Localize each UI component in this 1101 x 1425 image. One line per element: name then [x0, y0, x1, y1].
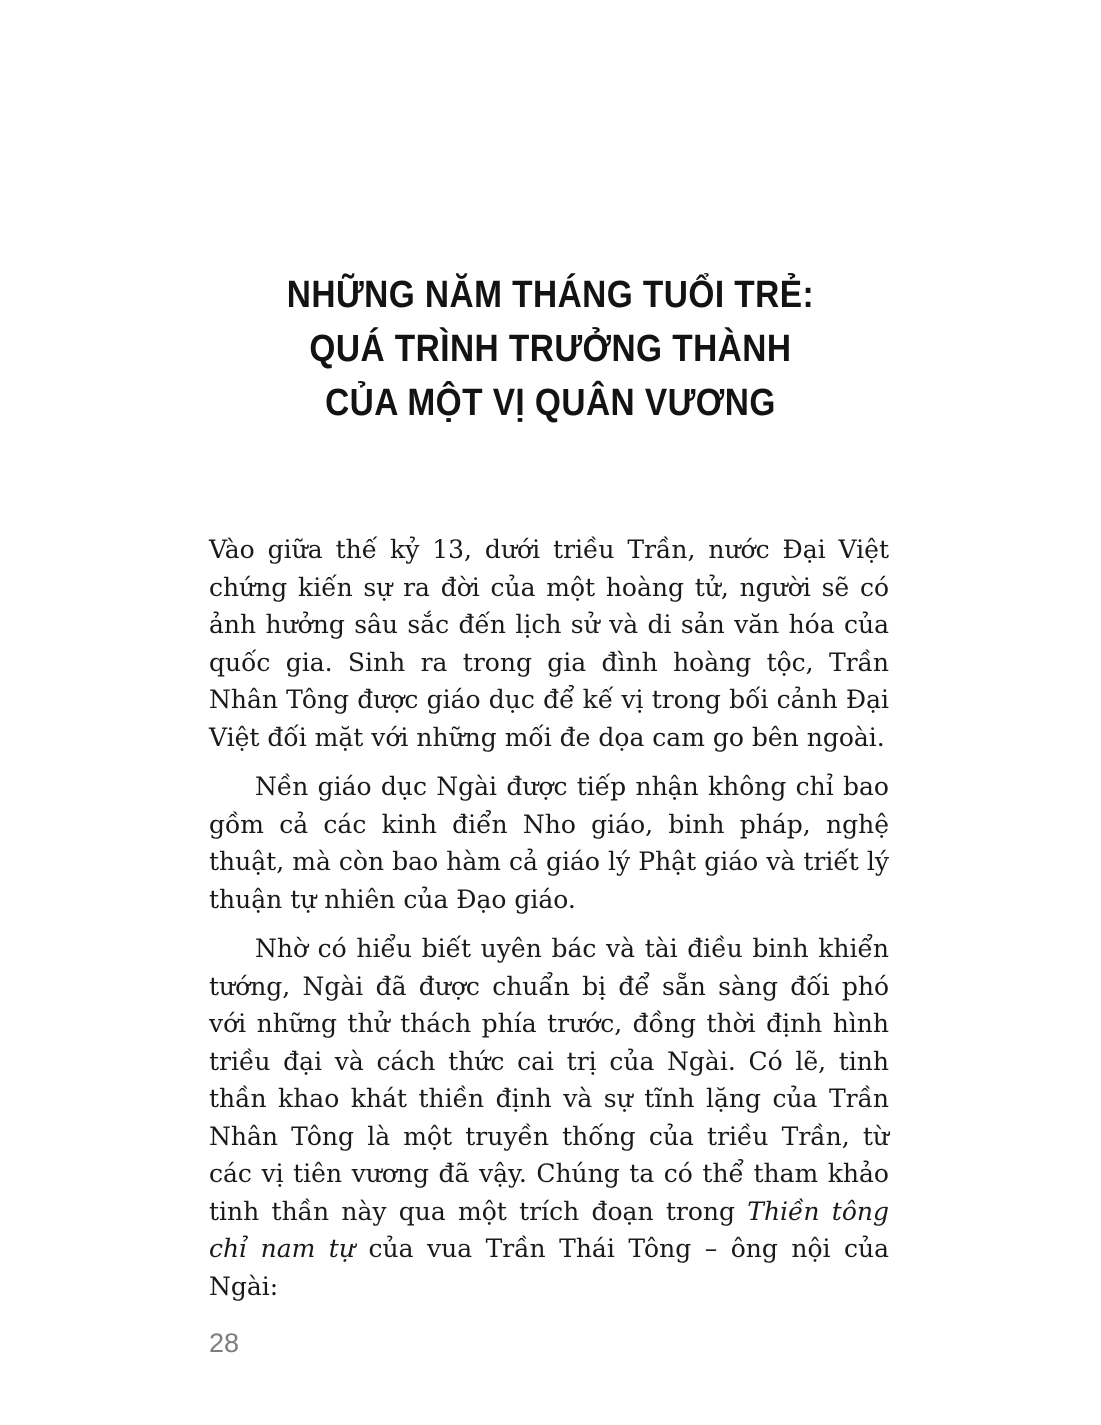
body-text [209, 531, 889, 1317]
paragraph-preparation [209, 930, 889, 1305]
page-number: 28 [209, 1328, 240, 1358]
chapter-title-line-3: CỦA MỘT VỊ QUÂN VƯƠNG [325, 382, 776, 424]
paragraph-preparation-text-after: của vua Trần Thái Tông – ông nội của Ngài: [209, 1234, 889, 1301]
chapter-title [66, 268, 1035, 430]
paragraph-preparation-text-before: Nhờ có hiểu biết uyên bác và tài điều binh khiển tướng, Ngài đã được chuẩn bị để sẵn sàng đối phó với những thử thách phía trước, đồng thời định hình triều đại và cách thức cai trị của Ngài. Có lẽ, tinh thần khao khát thiền định và sự tĩnh lặng của Trần Nhân Tông là một truyền thống của triều Trần, từ các vị tiên vương đã vậy. Chúng ta có thể tham khảo tinh thần này qua một trích đoạn trong [209, 934, 889, 1226]
page-footer [209, 1327, 239, 1359]
chapter-title-line-1: NHỮNG NĂM THÁNG TUỔI TRẺ: [286, 274, 815, 316]
paragraph-birth-of-prince: Vào giữa thế kỷ 13, dưới triều Trần, nước Đại Việt chứng kiến sự ra đời của một hoàng tử, người sẽ có ảnh hưởng sâu sắc đến lịch sử và di sản văn hóa của quốc gia. Sinh ra trong gia đình hoàng tộc, Trần Nhân Tông được giáo dục để kế vị trong bối cảnh Đại Việt đối mặt với những mối đe dọa cam go bên ngoài. [209, 535, 889, 752]
chapter-title-line-2: QUÁ TRÌNH TRƯỞNG THÀNH [309, 328, 792, 370]
book-title-thien-tong-chi-nam-tu: Thiền tông chỉ nam tự [209, 1196, 889, 1263]
paragraph-education: Nền giáo dục Ngài được tiếp nhận không chỉ bao gồm cả các kinh điển Nho giáo, binh pháp, nghệ thuật, mà còn bao hàm cả giáo lý Phật giáo và triết lý thuận tự nhiên của Đạo giáo. [209, 772, 889, 914]
